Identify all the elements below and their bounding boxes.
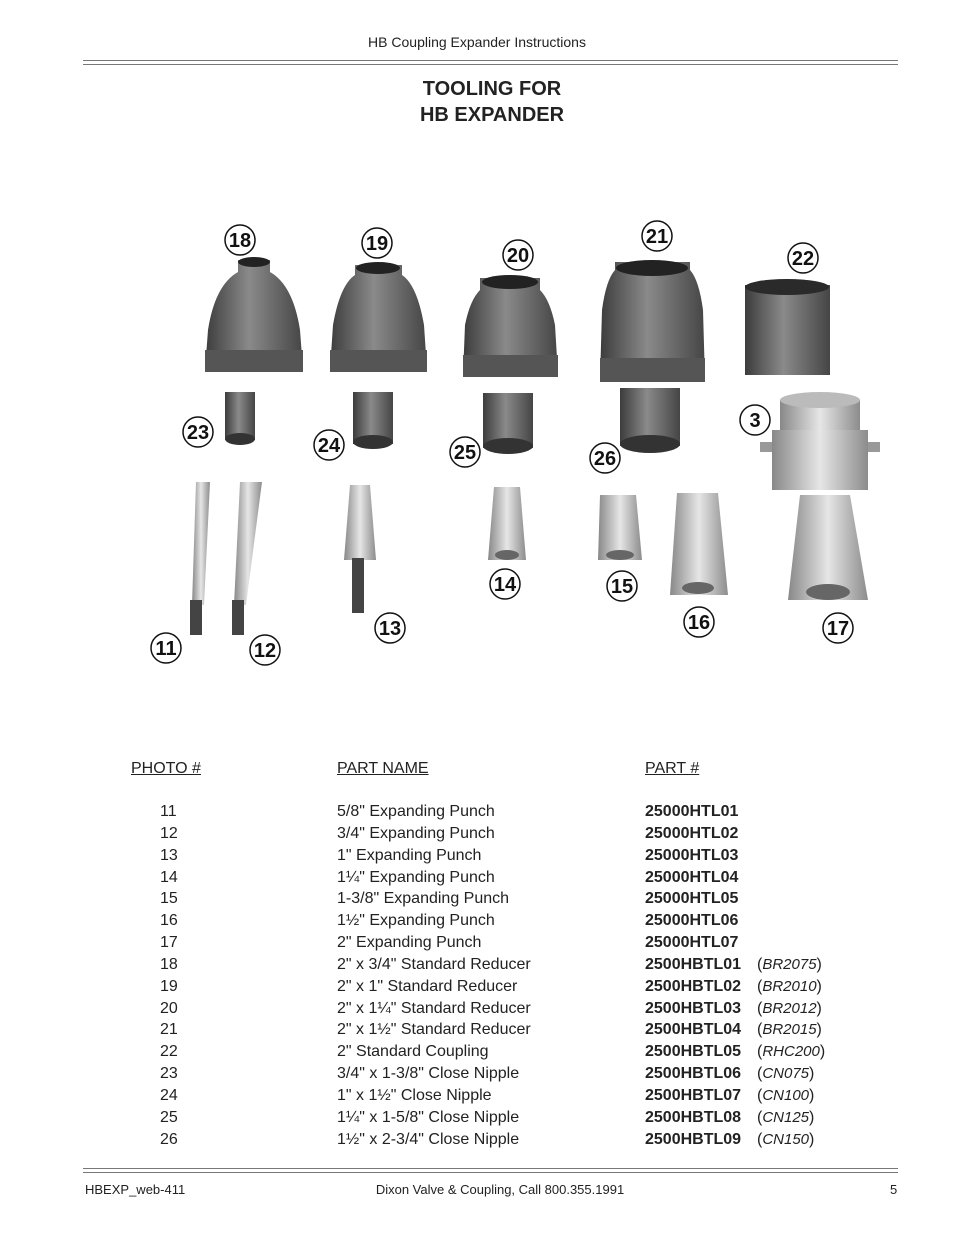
part-number: 2500HBTL08: [645, 1108, 742, 1126]
svg-text:15: 15: [610, 576, 634, 598]
callout-25: [450, 437, 480, 467]
svg-text:12: 12: [253, 640, 277, 662]
part-number: 25000HTL03: [645, 846, 739, 864]
photo-number: 26: [160, 1130, 178, 1148]
callout-11: [151, 633, 181, 663]
alt-part-number: (BR2012): [757, 999, 822, 1017]
page-header: HB Coupling Expander Instructions: [368, 34, 586, 50]
alt-part-code: CN125: [762, 1108, 810, 1126]
alt-part-number: (CN125): [757, 1108, 815, 1126]
part-name: 1¼" Expanding Punch: [337, 868, 495, 886]
part-number: 2500HBTL01: [645, 955, 742, 973]
svg-text:13: 13: [378, 618, 402, 640]
photo-number: 24: [160, 1086, 178, 1104]
svg-text:14: 14: [493, 574, 517, 596]
callout-13: [375, 613, 405, 643]
alt-part-number: (CN150): [757, 1130, 815, 1148]
svg-text:17: 17: [826, 618, 850, 640]
svg-text:18: 18: [228, 230, 252, 252]
reducer-19: [330, 262, 427, 372]
footer-rule-2: [83, 1172, 898, 1173]
part-number: 25000HTL07: [645, 934, 739, 952]
punch-15: [598, 495, 642, 560]
part-number: 25000HTL04: [645, 868, 739, 886]
part-name: 1" x 1½" Close Nipple: [337, 1086, 492, 1104]
col-header-part-name: PART NAME: [337, 760, 429, 777]
part-name: 1" Expanding Punch: [337, 846, 482, 864]
punch-17: [788, 495, 868, 600]
part-name: 5/8" Expanding Punch: [337, 803, 495, 820]
callout-26: [590, 443, 620, 473]
photo-number: 22: [160, 1043, 178, 1061]
photo-number: 25: [160, 1108, 178, 1126]
svg-text:26: 26: [593, 448, 617, 470]
table-row: [0, 956, 954, 978]
part-number: 2500HBTL03: [645, 999, 742, 1017]
table-row: [0, 1021, 954, 1043]
part-name: 3/4" x 1-3/8" Close Nipple: [337, 1065, 520, 1083]
parts-table: [0, 803, 954, 1153]
table-row: [0, 825, 954, 847]
alt-part-code: CN150: [762, 1130, 810, 1148]
nipple-24: [353, 392, 393, 449]
part-name: 1½" x 2-3/4" Close Nipple: [337, 1130, 520, 1148]
callout-24: [314, 430, 344, 460]
alt-part-number: (RHC200): [757, 1043, 826, 1061]
hex-nipple-3: [760, 392, 880, 490]
part-number: 25000HTL02: [645, 824, 739, 842]
part-name: 2" x 1" Standard Reducer: [337, 977, 518, 995]
part-number: 2500HBTL05: [645, 1043, 742, 1061]
table-row: [0, 890, 954, 912]
svg-text:19: 19: [365, 233, 389, 255]
photo-number: 19: [160, 977, 178, 995]
header-rule: [83, 60, 898, 61]
callout-14: [490, 569, 520, 599]
photo-number: 17: [160, 934, 178, 952]
callout-15: [607, 571, 637, 601]
callout-18: [225, 225, 255, 255]
svg-text:20: 20: [506, 245, 530, 267]
footer-company: Dixon Valve & Coupling, Call 800.355.1991: [375, 1182, 625, 1197]
photo-number: 21: [160, 1021, 178, 1039]
col-header-part-number: PART #: [645, 760, 700, 777]
table-row: [0, 1087, 954, 1109]
nipple-25: [483, 393, 533, 454]
table-row: [0, 912, 954, 934]
alt-part-code: CN100: [762, 1086, 810, 1104]
part-number: 25000HTL05: [645, 890, 739, 908]
alt-part-number: (BR2075): [757, 955, 822, 973]
callout-17: [823, 613, 853, 643]
photo-number: 14: [160, 868, 178, 886]
photo-number: 12: [160, 824, 178, 842]
callout-16: [684, 607, 714, 637]
table-row: [0, 869, 954, 891]
table-row: [0, 1065, 954, 1087]
callout-22: [788, 243, 818, 273]
alt-part-code: BR2012: [762, 999, 817, 1017]
callout-12: [250, 635, 280, 665]
photo-number: 18: [160, 955, 178, 973]
photo-number: 11: [160, 803, 177, 820]
table-row: [0, 847, 954, 869]
part-name: 2" Expanding Punch: [337, 934, 482, 952]
part-name: 2" x 3/4" Standard Reducer: [337, 955, 531, 973]
alt-part-code: BR2015: [762, 1021, 817, 1039]
table-row: [0, 934, 954, 956]
svg-text:3: 3: [749, 410, 761, 432]
svg-text:11: 11: [155, 638, 177, 660]
alt-part-number: (CN100): [757, 1086, 815, 1104]
svg-text:25: 25: [453, 442, 477, 464]
table-row: [0, 1109, 954, 1131]
svg-text:24: 24: [317, 435, 341, 457]
part-name: 1½" Expanding Punch: [337, 912, 495, 930]
nipple-26: [620, 388, 680, 453]
photo-number: 23: [160, 1065, 178, 1083]
page-title: [0, 76, 954, 128]
col-header-photo: PHOTO #: [131, 760, 201, 777]
callout-19: [362, 228, 392, 258]
coupling-22: [745, 279, 830, 375]
footer-page-number: 5: [890, 1182, 898, 1197]
reducer-18: [205, 257, 303, 372]
footer-rule: [83, 1168, 898, 1169]
alt-part-code: CN075: [762, 1065, 810, 1083]
part-number: 25000HTL01: [645, 803, 739, 820]
part-name: 1-3/8" Expanding Punch: [337, 890, 510, 908]
part-name: 1¼" x 1-5/8" Close Nipple: [337, 1108, 520, 1126]
callout-20: [503, 240, 533, 270]
punch-13: [344, 485, 376, 613]
header-rule-2: [83, 64, 898, 65]
table-row: [0, 1000, 954, 1022]
punch-11: [190, 482, 210, 635]
alt-part-number: (CN075): [757, 1065, 815, 1083]
alt-part-code: BR2010: [762, 977, 817, 995]
photo-number: 16: [160, 912, 178, 930]
photo-number: 20: [160, 999, 178, 1017]
title-line-1: TOOLING FOR: [422, 78, 562, 100]
callout-23: [183, 417, 213, 447]
photo-number: 15: [160, 890, 178, 908]
alt-part-code: RHC200: [762, 1043, 820, 1061]
punch-12: [232, 482, 262, 635]
nipple-23: [225, 392, 255, 445]
part-name: 3/4" Expanding Punch: [337, 824, 495, 842]
part-name: 2" x 1¼" Standard Reducer: [337, 999, 531, 1017]
table-row: [0, 978, 954, 1000]
svg-text:23: 23: [186, 422, 210, 444]
part-name: 2" Standard Coupling: [337, 1043, 489, 1061]
part-number: 2500HBTL06: [645, 1065, 742, 1083]
tooling-photo: [140, 210, 900, 680]
svg-text:21: 21: [645, 226, 669, 248]
table-row: [0, 1043, 954, 1065]
photo-number: 13: [160, 846, 178, 864]
table-row: [0, 1131, 954, 1153]
part-number: 2500HBTL09: [645, 1130, 742, 1148]
callout-3: [740, 405, 770, 435]
title-line-2: HB EXPANDER: [419, 104, 565, 126]
reducer-20: [463, 275, 558, 377]
punch-16: [670, 493, 728, 595]
footer-doc-code: HBEXP_web-411: [85, 1182, 186, 1197]
part-number: 2500HBTL02: [645, 977, 742, 995]
table-row: [0, 803, 954, 825]
svg-text:22: 22: [791, 248, 815, 270]
reducer-21: [600, 260, 705, 382]
svg-text:16: 16: [687, 612, 711, 634]
callout-21: [642, 221, 672, 251]
punch-14: [488, 487, 526, 560]
alt-part-number: (BR2010): [757, 977, 822, 995]
alt-part-number: (BR2015): [757, 1021, 822, 1039]
part-number: 25000HTL06: [645, 912, 739, 930]
part-number: 2500HBTL04: [645, 1021, 742, 1039]
part-number: 2500HBTL07: [645, 1086, 742, 1104]
part-name: 2" x 1½" Standard Reducer: [337, 1021, 531, 1039]
alt-part-code: BR2075: [762, 955, 817, 973]
